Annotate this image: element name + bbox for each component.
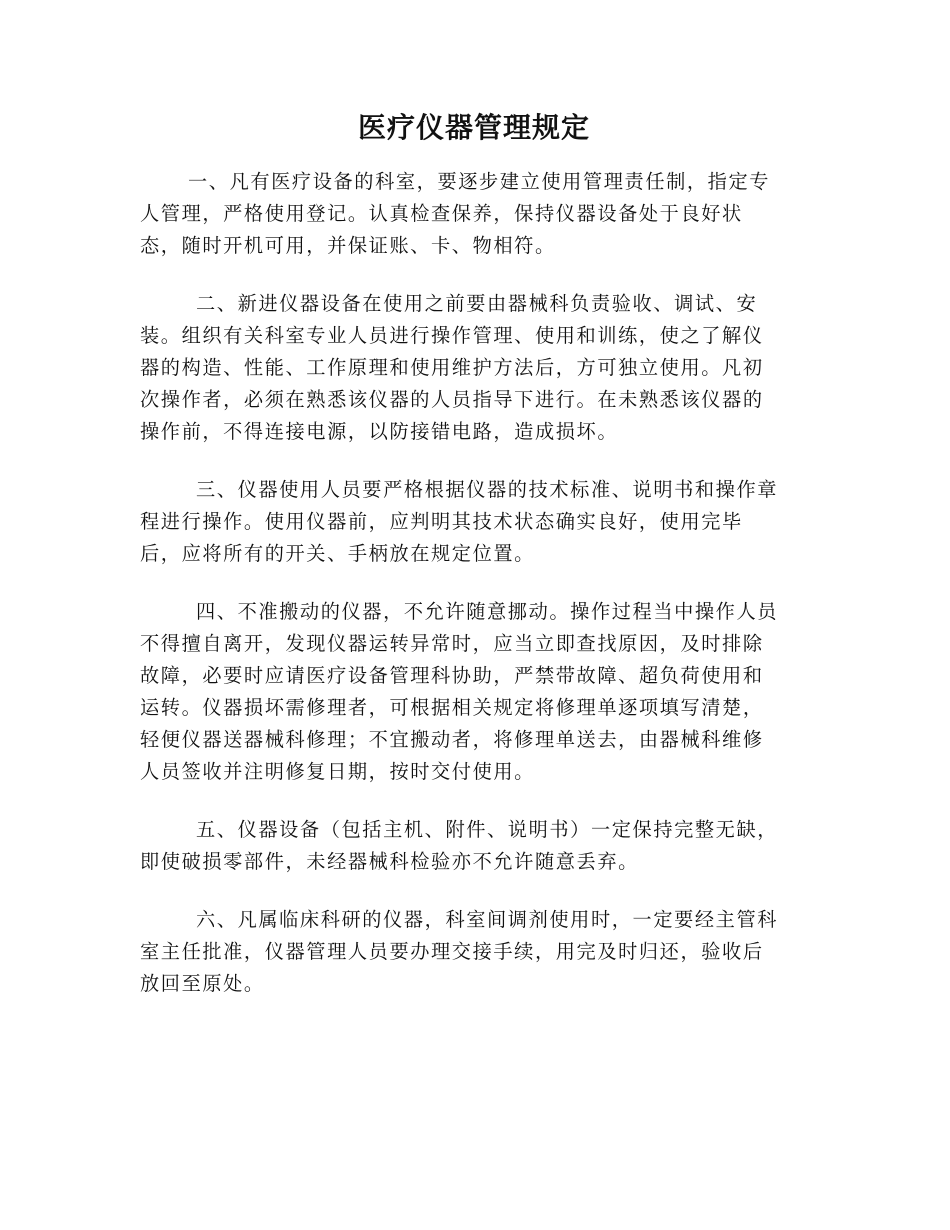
paragraph-line: 人员签收并注明修复日期，按时交付使用。 <box>140 760 535 783</box>
paragraph-2 <box>140 288 808 448</box>
paragraph-line: 四、不准搬动的仪器，不允许随意挪动。操作过程当中操作人员 <box>196 600 779 623</box>
paragraph-line: 故障，必要时应请医疗设备管理科协助，严禁带故障、超负荷使用和 <box>140 664 764 687</box>
document-page <box>140 108 808 1026</box>
paragraph-3 <box>140 474 808 570</box>
paragraph-6 <box>140 904 808 1000</box>
paragraph-line: 六、凡属临床科研的仪器，科室间调剂使用时，一定要经主管科 <box>196 908 779 931</box>
paragraph-line: 五、仪器设备（包括主机、附件、说明书）一定保持完整无缺， <box>196 818 779 841</box>
paragraph-4 <box>140 596 808 788</box>
paragraph-line: 器的构造、性能、工作原理和使用维护方法后，方可独立使用。凡初 <box>140 356 764 379</box>
document-title: 医疗仪器管理规定 <box>357 111 590 144</box>
paragraph-line: 态，随时开机可用，并保证账、卡、物相符。 <box>140 234 556 257</box>
paragraph-line: 不得擅自离开，发现仪器运转异常时，应当立即查找原因，及时排除 <box>140 632 764 655</box>
paragraph-line: 操作前，不得连接电源，以防接错电路，造成损坏。 <box>140 420 619 443</box>
paragraph-line: 次操作者，必须在熟悉该仪器的人员指导下进行。在未熟悉该仪器的 <box>140 388 764 411</box>
paragraph-line: 室主任批准，仪器管理人员要办理交接手续，用完及时归还，验收后 <box>140 940 764 963</box>
paragraph-1 <box>140 166 808 262</box>
paragraph-line: 装。组织有关科室专业人员进行操作管理、使用和训练，使之了解仪 <box>140 324 764 347</box>
paragraph-line: 人管理，严格使用登记。认真检查保养，保持仪器设备处于良好状 <box>140 202 743 225</box>
paragraph-line: 二、新进仪器设备在使用之前要由器械科负责验收、调试、安 <box>196 292 758 315</box>
paragraph-line: 程进行操作。使用仪器前，应判明其技术状态确实良好，使用完毕 <box>140 510 743 533</box>
paragraph-5 <box>140 814 808 878</box>
paragraph-line: 即使破损零部件，未经器械科检验亦不允许随意丢弃。 <box>140 850 639 873</box>
paragraph-line: 一、凡有医疗设备的科室，要逐步建立使用管理责任制，指定专 <box>188 170 771 193</box>
paragraph-line: 后，应将所有的开关、手柄放在规定位置。 <box>140 542 535 565</box>
paragraph-line: 轻便仪器送器械科修理；不宜搬动者，将修理单送去，由器械科维修 <box>140 728 764 751</box>
paragraph-line: 放回至原处。 <box>140 972 265 995</box>
paragraph-line: 运转。仪器损坏需修理者，可根据相关规定将修理单逐项填写清楚， <box>140 696 764 719</box>
paragraph-line: 三、仪器使用人员要严格根据仪器的技术标准、说明书和操作章 <box>196 478 779 501</box>
